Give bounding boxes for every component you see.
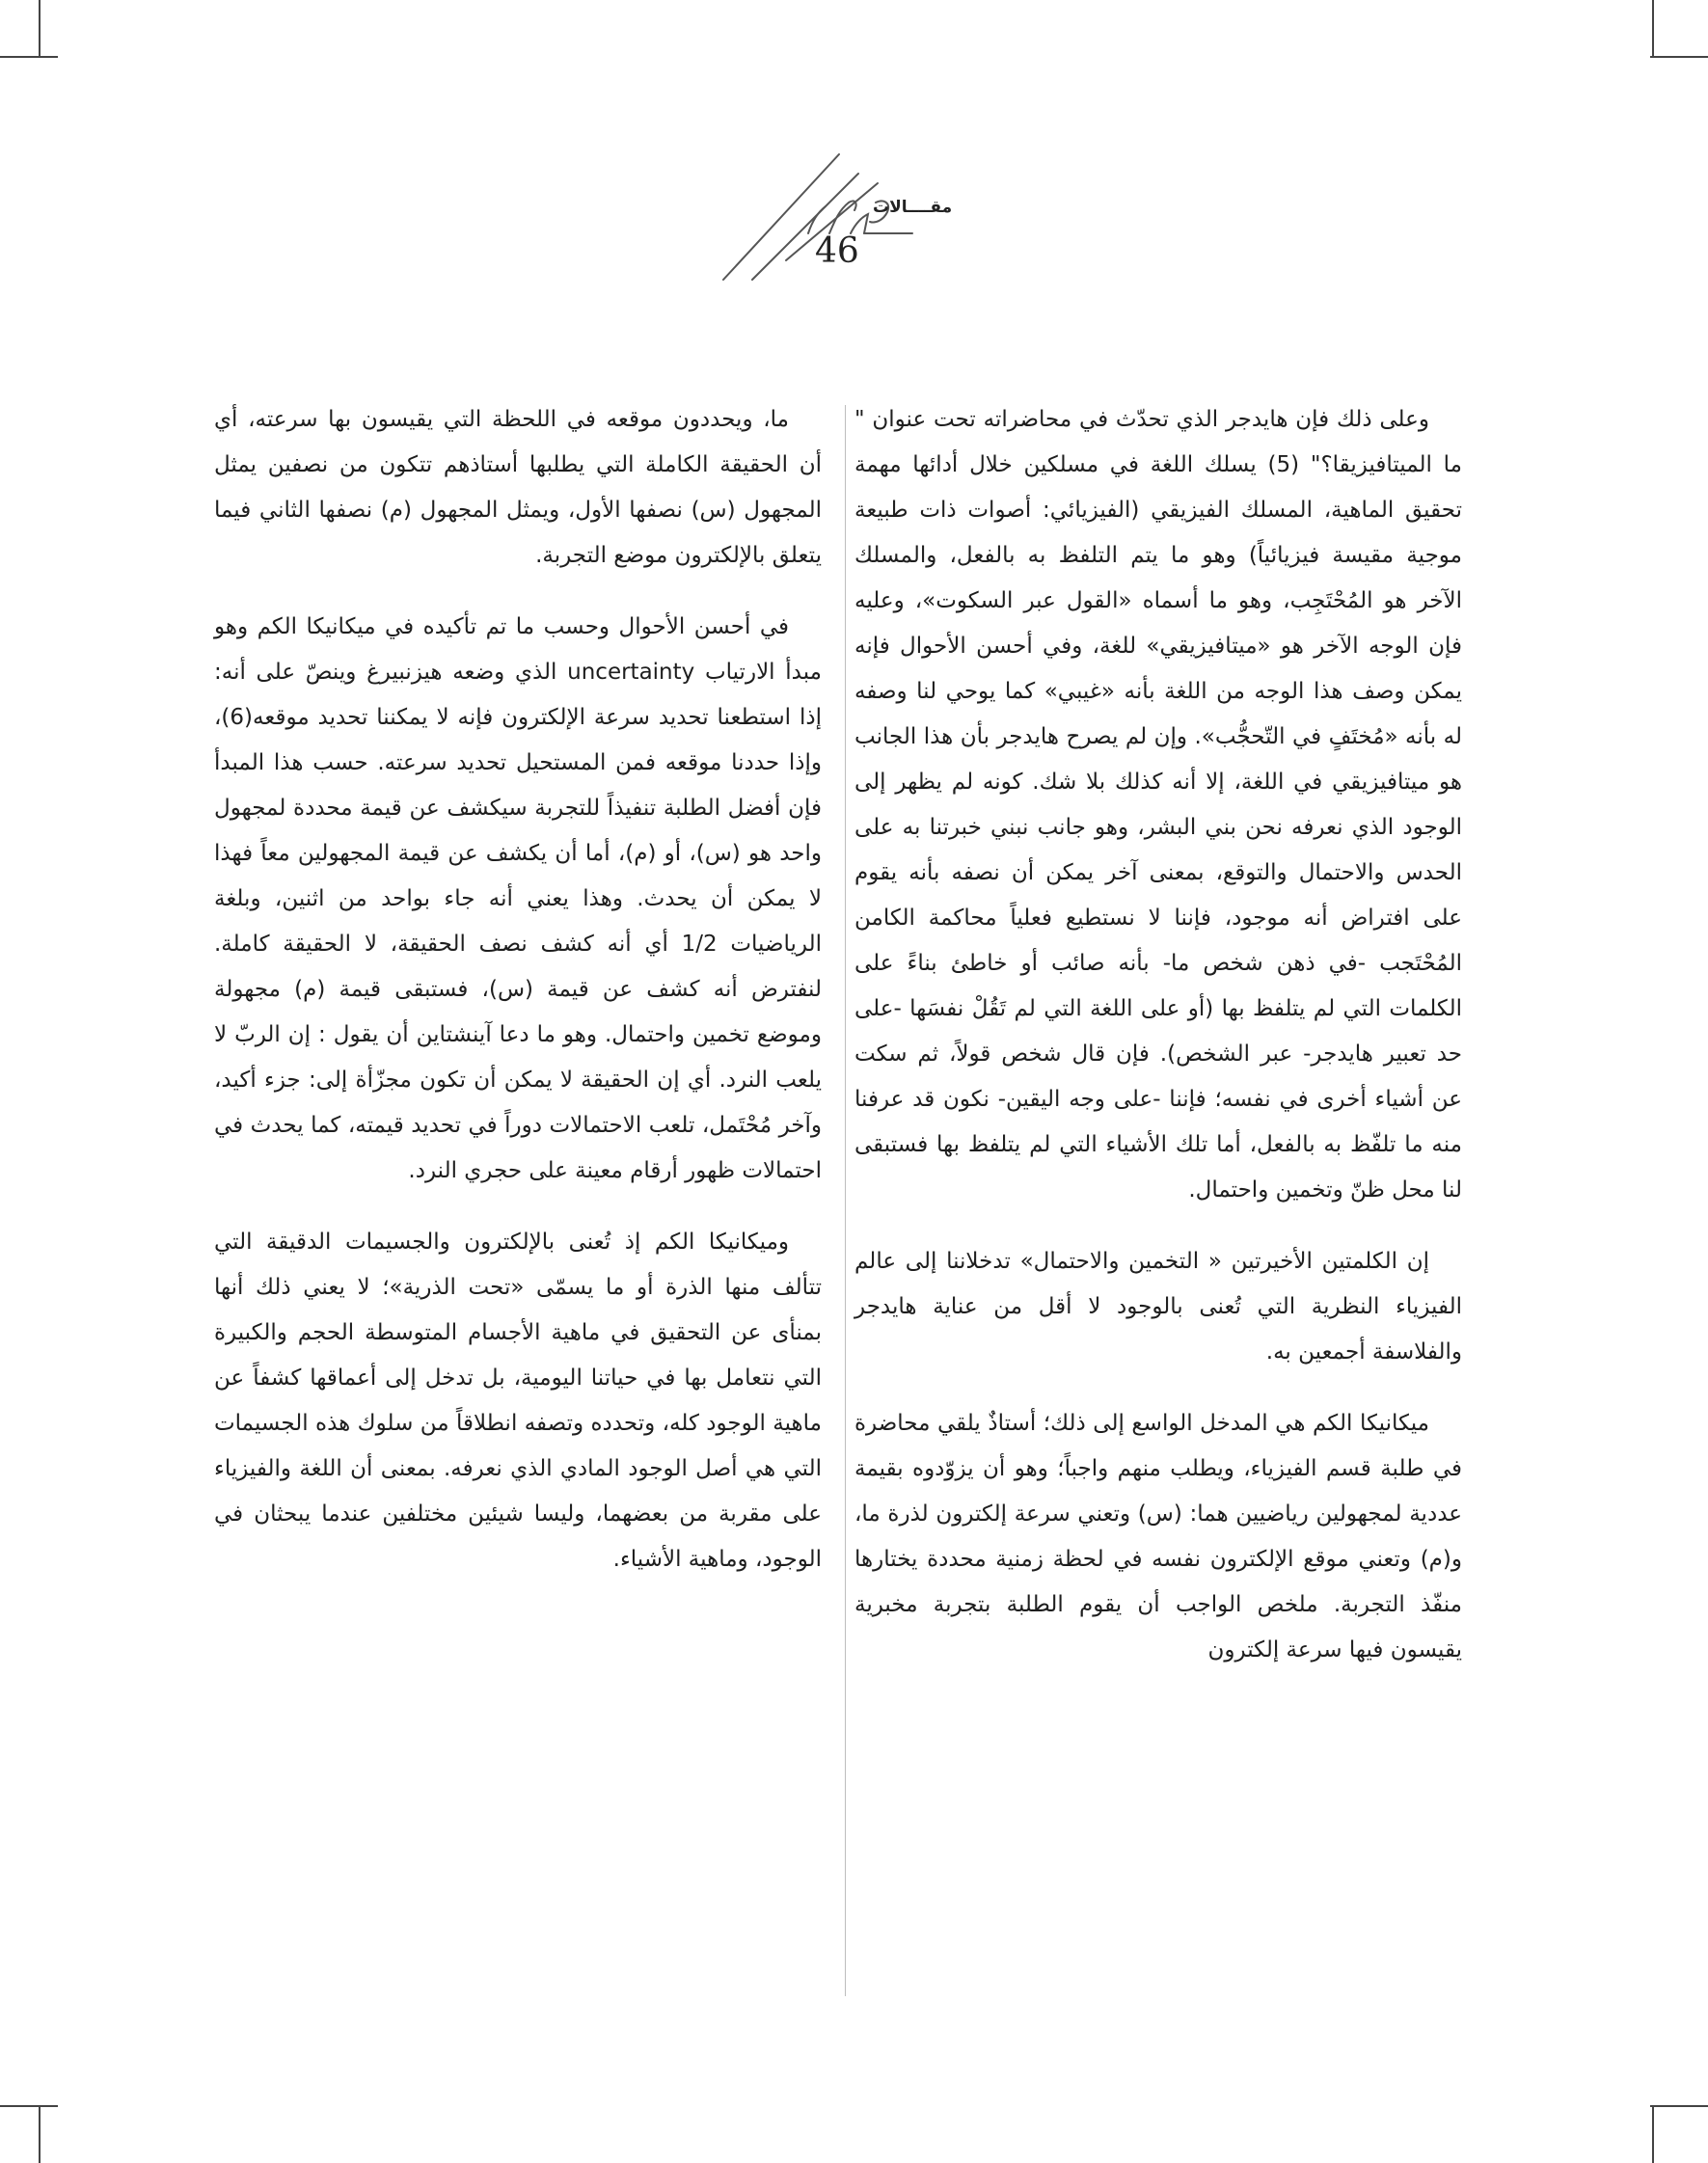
article-column-left [214,397,822,1609]
crop-mark-bottom-left [39,2105,41,2163]
paragraph: إن الكلمتين الأخيرتين « التخمين والاحتمال» تدخلاننا إلى عالم الفيزياء النظرية التي تُعنى بالوجود لا أقل من عناية هايدجر والفلاسفة أجمعين به. [854,1249,1462,1365]
paragraph: وعلى ذلك فإن هايدجر الذي تحدّث في محاضراته تحت عنوان " ما الميتافيزيقا؟" (5) يسلك اللغة في مسلكين خلال أدائها مهمة تحقيق الماهية، المسلك الفيزيقي (الفيزيائي: أصوات ذات طبيعة موجية مقيسة فيزيائياً) وهو ما يتم التلفظ به بالفعل، والمسلك الآخر هو المُحْتَجِب، وهو ما أسماه «القول عبر السكوت»، وعليه فإن الوجه الآخر هو «ميتافيزيقي» للغة، وفي أحسن الأحوال فإنه يمكن وصف هذا الوجه من اللغة بأنه «غيبي» كما يوحي لنا وصفه له بأنه «مُختَفٍ في التّحجُّب». وإن لم يصرح هايدجر بأن هذا الجانب هو ميتافيزيقي في اللغة، إلا أنه كذلك بلا شك. كونه لم يظهر إلى الوجود الذي نعرفه نحن بني البشر، وهو جانب نبني خبرتنا به على الحدس والاحتمال والتوقع، بمعنى آخر يمكن أن نصفه بأنه يقوم على افتراض أنه موجود، فإننا لا نستطيع فعلياً محاكمة الكامن المُحْتَجب -في ذهن شخص ما- بأنه صائب أو خاطئ بناءً على الكلمات التي لم يتلفظ بها (أو على اللغة التي لم تَقُلْ نفسَها -على حد تعبير هايدجر- عبر الشخص). فإن قال شخص قولاً، ثم سكت عن أشياء أخرى في نفسه؛ فإننا -على وجه اليقين- نكون قد عرفنا منه ما تلفّظ به بالفعل، أما تلك الأشياء التي لم يتلفظ بها فستبقى لنا محل ظنّ وتخمين واحتمال. [854,407,1462,1203]
paragraph: في أحسن الأحوال وحسب ما تم تأكيده في ميكانيكا الكم وهو مبدأ الارتياب uncertainty الذي وضعه هيزنبيرغ وينصّ على أنه: إذا استطعنا تحديد سرعة الإلكترون فإنه لا يمكننا تحديد موقعه(6)، وإذا حددنا موقعه فمن المستحيل تحديد سرعته. حسب هذا المبدأ فإن أفضل الطلبة تنفيذاً للتجربة سيكشف عن قيمة محددة لمجهول واحد هو (س)، أو (م)، أما أن يكشف عن قيمة المجهولين معاً فهذا لا يمكن أن يحدث. وهذا يعني أنه جاء بواحد من اثنين، وبلغة الرياضيات 1/2 أي أنه كشف نصف الحقيقة، لا الحقيقة كاملة. لنفترض أنه كشف عن قيمة (س)، فستبقى قيمة (م) مجهولة وموضع تخمين واحتمال. وهو ما دعا آينشتاين أن يقول : إن الربّ لا يلعب النرد. أي إن الحقيقة لا يمكن أن تكون مجزّأة إلى: جزء أكيد، وآخر مُحْتَمل، تلعب الاحتمالات دوراً في تحديد قيمته، كما يحدث في احتمالات ظهور أرقام معينة على حجري النرد. [214,614,822,1183]
crop-mark-bottom-right-h [1650,2105,1708,2107]
page-number: 46 [815,231,859,271]
journal-logo-icon [694,145,1061,289]
crop-mark-top-left [39,0,41,58]
section-label: مقــــالات [873,198,953,217]
crop-mark-top-right [1652,0,1654,58]
paragraph: ميكانيكا الكم هي المدخل الواسع إلى ذلك؛ أستاذٌ يلقي محاضرة في طلبة قسم الفيزياء، ويطلب منهم واجباً؛ وهو أن يزوّدوه بقيمة عددية لمجهولين رياضيين هما: (س) وتعني سرعة إلكترون لذرة ما، و(م) وتعني موقع الإلكترون نفسه في لحظة زمنية محددة يختارها منفّذ التجربة. ملخص الواجب أن يقوم الطلبة بتجربة مخبرية يقيسون فيها سرعة إلكترون [854,1411,1462,1663]
crop-mark-top-left-h [0,56,58,58]
article-column-right [854,397,1462,1699]
running-header [694,145,1061,289]
paragraph: ما، ويحددون موقعه في اللحظة التي يقيسون بها سرعته، أي أن الحقيقة الكاملة التي يطلبها أستاذهم تتكون من نصفين يمثل المجهول (س) نصفها الأول، ويمثل المجهول (م) نصفها الثاني فيما يتعلق بالإلكترون موضع التجربة. [214,407,822,568]
paragraph: وميكانيكا الكم إذ تُعنى بالإلكترون والجسيمات الدقيقة التي تتألف منها الذرة أو ما يسمّى «تحت الذرية»؛ لا يعني ذلك أنها بمنأى عن التحقيق في ماهية الأجسام المتوسطة الحجم والكبيرة التي نتعامل بها في حياتنا اليومية، بل تدخل إلى أعماقها كشفاً عن ماهية الوجود كله، وتحدده وتصفه انطلاقاً من سلوك هذه الجسيمات التي هي أصل الوجود المادي الذي نعرفه. بمعنى أن اللغة والفيزياء على مقربة من بعضهما، وليسا شيئين مختلفين عندما يبحثان في الوجود، وماهية الأشياء. [214,1230,822,1572]
crop-mark-bottom-right [1652,2105,1654,2163]
crop-mark-top-right-h [1650,56,1708,58]
column-divider [845,405,846,1996]
crop-mark-bottom-left-h [0,2105,58,2107]
